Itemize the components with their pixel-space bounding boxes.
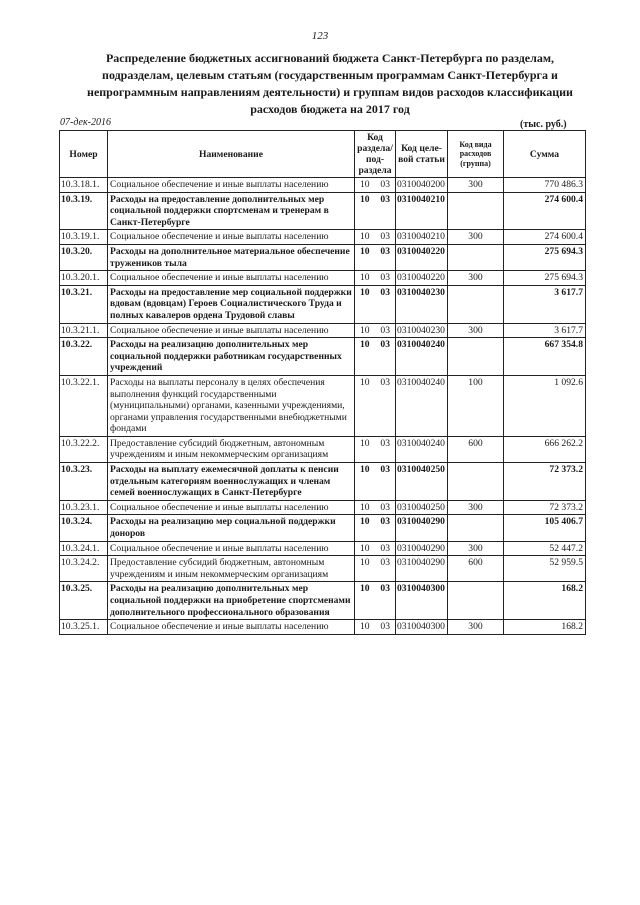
table-row bbox=[60, 436, 586, 462]
cell-razd bbox=[355, 192, 396, 230]
cell-sum: 52 959.5 bbox=[504, 556, 586, 582]
units-label: (тыс. руб.) bbox=[520, 119, 567, 130]
razd-code: 10 bbox=[360, 437, 370, 449]
cell-sum: 1 092.6 bbox=[504, 375, 586, 436]
cell-stat: 0310040240 bbox=[396, 436, 448, 462]
cell-stat: 0310040290 bbox=[396, 556, 448, 582]
cell-stat: 0310040250 bbox=[396, 463, 448, 501]
podr-code: 03 bbox=[380, 621, 390, 633]
cell-stat: 0310040220 bbox=[396, 271, 448, 286]
cell-number: 10.3.20.1. bbox=[60, 271, 108, 286]
cell-vid bbox=[448, 244, 504, 270]
cell-sum: 3 617.7 bbox=[504, 323, 586, 338]
cell-vid: 300 bbox=[448, 620, 504, 635]
cell-vid: 300 bbox=[448, 541, 504, 556]
razd-code: 10 bbox=[360, 272, 370, 284]
table-row bbox=[60, 582, 586, 620]
podr-code: 03 bbox=[380, 324, 390, 336]
cell-razd bbox=[355, 271, 396, 286]
razd-code: 10 bbox=[360, 501, 370, 513]
cell-stat: 0310040200 bbox=[396, 178, 448, 193]
header-sum: Сумма bbox=[504, 131, 586, 178]
cell-number: 10.3.25.1. bbox=[60, 620, 108, 635]
table-row bbox=[60, 556, 586, 582]
table-row bbox=[60, 230, 586, 245]
cell-name: Социальное обеспечение и иные выплаты населению bbox=[108, 230, 355, 245]
cell-name: Расходы на реализацию мер социальной поддержки доноров bbox=[108, 515, 355, 541]
razd-code: 10 bbox=[360, 464, 370, 476]
cell-razd bbox=[355, 338, 396, 376]
cell-name: Расходы на выплату ежемесячной доплаты к пенсии отдельным категориям военнослужащих и членам семей военнослужащих в Санкт-Петербурге bbox=[108, 463, 355, 501]
podr-code: 03 bbox=[380, 339, 390, 351]
cell-vid: 300 bbox=[448, 230, 504, 245]
cell-name: Предоставление субсидий бюджетным, автономным учреждениям и иным некоммерческим организациям bbox=[108, 436, 355, 462]
table-header-row bbox=[60, 131, 586, 178]
table-row bbox=[60, 244, 586, 270]
cell-number: 10.3.22.2. bbox=[60, 436, 108, 462]
cell-name: Расходы на реализацию дополнительных мер социальной поддержки на приобретение спортсменами дополнительного профессионального образования bbox=[108, 582, 355, 620]
cell-vid bbox=[448, 515, 504, 541]
cell-stat: 0310040210 bbox=[396, 192, 448, 230]
cell-vid bbox=[448, 582, 504, 620]
cell-name: Расходы на выплаты персоналу в целях обеспечения выполнения функций государственными (муниципальными) органами, казенными учреждениями, органами управления государственными внебюджетными фондами bbox=[108, 375, 355, 436]
podr-code: 03 bbox=[380, 272, 390, 284]
table-body bbox=[60, 178, 586, 635]
header-razd: Код раздела/ под-раздела bbox=[355, 131, 396, 178]
cell-number: 10.3.24.1. bbox=[60, 541, 108, 556]
header-name: Наименование bbox=[108, 131, 355, 178]
cell-sum: 3 617.7 bbox=[504, 285, 586, 323]
podr-code: 03 bbox=[380, 376, 390, 388]
cell-vid: 100 bbox=[448, 375, 504, 436]
cell-sum: 168.2 bbox=[504, 582, 586, 620]
razd-code: 10 bbox=[360, 516, 370, 528]
podr-code: 03 bbox=[380, 245, 390, 257]
table-row bbox=[60, 463, 586, 501]
cell-sum: 275 694.3 bbox=[504, 244, 586, 270]
cell-razd bbox=[355, 285, 396, 323]
razd-code: 10 bbox=[360, 179, 370, 190]
cell-razd bbox=[355, 178, 396, 193]
cell-name: Социальное обеспечение и иные выплаты населению bbox=[108, 620, 355, 635]
cell-razd bbox=[355, 375, 396, 436]
podr-code: 03 bbox=[380, 557, 390, 569]
table-row bbox=[60, 192, 586, 230]
podr-code: 03 bbox=[380, 516, 390, 528]
cell-stat: 0310040290 bbox=[396, 541, 448, 556]
cell-vid: 600 bbox=[448, 436, 504, 462]
document-date: 07-дек-2016 bbox=[60, 117, 111, 128]
podr-code: 03 bbox=[380, 583, 390, 595]
razd-code: 10 bbox=[360, 193, 370, 205]
cell-razd bbox=[355, 244, 396, 270]
podr-code: 03 bbox=[380, 464, 390, 476]
cell-razd bbox=[355, 515, 396, 541]
cell-razd bbox=[355, 541, 396, 556]
table-row bbox=[60, 500, 586, 515]
podr-code: 03 bbox=[380, 231, 390, 243]
cell-sum: 274 600.4 bbox=[504, 230, 586, 245]
podr-code: 03 bbox=[380, 437, 390, 449]
document-title: Распределение бюджетных ассигнований бюджета Санкт-Петербурга по разделам, подразделам, целевым статьям (государственным программам Санкт-Петербурга и непрограммным направлениям деятельности) и группам видов расходов классификации расходов бюджета на 2017 год bbox=[87, 51, 573, 116]
cell-stat: 0310040230 bbox=[396, 285, 448, 323]
page-number: 123 bbox=[311, 30, 329, 42]
cell-razd bbox=[355, 230, 396, 245]
cell-name: Предоставление субсидий бюджетным, автономным учреждениям и иным некоммерческим организациям bbox=[108, 556, 355, 582]
header-vid: Код вида расходов (группа) bbox=[448, 131, 504, 178]
header-num: Номер bbox=[60, 131, 108, 178]
table-row bbox=[60, 178, 586, 193]
cell-sum: 105 406.7 bbox=[504, 515, 586, 541]
cell-vid bbox=[448, 463, 504, 501]
table-row bbox=[60, 375, 586, 436]
razd-code: 10 bbox=[360, 557, 370, 569]
table-row bbox=[60, 323, 586, 338]
cell-vid: 600 bbox=[448, 556, 504, 582]
razd-code: 10 bbox=[360, 621, 370, 633]
razd-code: 10 bbox=[360, 324, 370, 336]
cell-vid bbox=[448, 285, 504, 323]
cell-sum: 666 262.2 bbox=[504, 436, 586, 462]
cell-vid: 300 bbox=[448, 500, 504, 515]
cell-name: Социальное обеспечение и иные выплаты населению bbox=[108, 178, 355, 193]
table-row bbox=[60, 271, 586, 286]
table-row bbox=[60, 285, 586, 323]
cell-sum: 168.2 bbox=[504, 620, 586, 635]
razd-code: 10 bbox=[360, 542, 370, 554]
cell-razd bbox=[355, 500, 396, 515]
cell-sum: 274 600.4 bbox=[504, 192, 586, 230]
cell-number: 10.3.23.1. bbox=[60, 500, 108, 515]
cell-number: 10.3.21. bbox=[60, 285, 108, 323]
cell-number: 10.3.25. bbox=[60, 582, 108, 620]
razd-code: 10 bbox=[360, 286, 370, 298]
cell-number: 10.3.19. bbox=[60, 192, 108, 230]
cell-razd bbox=[355, 463, 396, 501]
cell-vid bbox=[448, 338, 504, 376]
podr-code: 03 bbox=[380, 179, 390, 190]
cell-name: Социальное обеспечение и иные выплаты населению bbox=[108, 323, 355, 338]
table-row bbox=[60, 541, 586, 556]
cell-stat: 0310040220 bbox=[396, 244, 448, 270]
cell-number: 10.3.18.1. bbox=[60, 178, 108, 193]
cell-number: 10.3.20. bbox=[60, 244, 108, 270]
cell-stat: 0310040210 bbox=[396, 230, 448, 245]
razd-code: 10 bbox=[360, 376, 370, 388]
razd-code: 10 bbox=[360, 245, 370, 257]
cell-sum: 52 447.2 bbox=[504, 541, 586, 556]
cell-number: 10.3.23. bbox=[60, 463, 108, 501]
podr-code: 03 bbox=[380, 286, 390, 298]
table-row bbox=[60, 338, 586, 376]
cell-sum: 770 486.3 bbox=[504, 178, 586, 193]
cell-stat: 0310040250 bbox=[396, 500, 448, 515]
razd-code: 10 bbox=[360, 231, 370, 243]
razd-code: 10 bbox=[360, 339, 370, 351]
cell-name: Расходы на предоставление мер социальной поддержки вдовам (вдовцам) Героев Социалистического Труда и полных кавалеров ордена Трудовой славы bbox=[108, 285, 355, 323]
cell-vid: 300 bbox=[448, 323, 504, 338]
budget-table bbox=[59, 130, 586, 635]
cell-name: Социальное обеспечение и иные выплаты населению bbox=[108, 500, 355, 515]
cell-number: 10.3.24. bbox=[60, 515, 108, 541]
cell-name: Социальное обеспечение и иные выплаты населению bbox=[108, 541, 355, 556]
cell-razd bbox=[355, 323, 396, 338]
cell-stat: 0310040230 bbox=[396, 323, 448, 338]
cell-sum: 72 373.2 bbox=[504, 500, 586, 515]
cell-number: 10.3.19.1. bbox=[60, 230, 108, 245]
cell-razd bbox=[355, 620, 396, 635]
cell-razd bbox=[355, 582, 396, 620]
razd-code: 10 bbox=[360, 583, 370, 595]
cell-vid bbox=[448, 192, 504, 230]
table-row bbox=[60, 620, 586, 635]
cell-name: Социальное обеспечение и иные выплаты населению bbox=[108, 271, 355, 286]
cell-number: 10.3.22.1. bbox=[60, 375, 108, 436]
cell-stat: 0310040300 bbox=[396, 620, 448, 635]
cell-number: 10.3.21.1. bbox=[60, 323, 108, 338]
cell-stat: 0310040240 bbox=[396, 338, 448, 376]
cell-razd bbox=[355, 556, 396, 582]
table-row bbox=[60, 515, 586, 541]
cell-vid: 300 bbox=[448, 178, 504, 193]
cell-sum: 667 354.8 bbox=[504, 338, 586, 376]
cell-vid: 300 bbox=[448, 271, 504, 286]
header-stat: Код целе-вой статьи bbox=[396, 131, 448, 178]
cell-sum: 275 694.3 bbox=[504, 271, 586, 286]
cell-name: Расходы на предоставление дополнительных мер социальной поддержки спортсменам и тренерам в Санкт-Петербурге bbox=[108, 192, 355, 230]
podr-code: 03 bbox=[380, 501, 390, 513]
cell-stat: 0310040240 bbox=[396, 375, 448, 436]
cell-sum: 72 373.2 bbox=[504, 463, 586, 501]
cell-name: Расходы на дополнительное материальное обеспечение тружеников тыла bbox=[108, 244, 355, 270]
cell-stat: 0310040300 bbox=[396, 582, 448, 620]
podr-code: 03 bbox=[380, 193, 390, 205]
cell-razd bbox=[355, 436, 396, 462]
podr-code: 03 bbox=[380, 542, 390, 554]
cell-number: 10.3.22. bbox=[60, 338, 108, 376]
cell-number: 10.3.24.2. bbox=[60, 556, 108, 582]
cell-stat: 0310040290 bbox=[396, 515, 448, 541]
cell-name: Расходы на реализацию дополнительных мер социальной поддержки работникам государственных учреждений bbox=[108, 338, 355, 376]
